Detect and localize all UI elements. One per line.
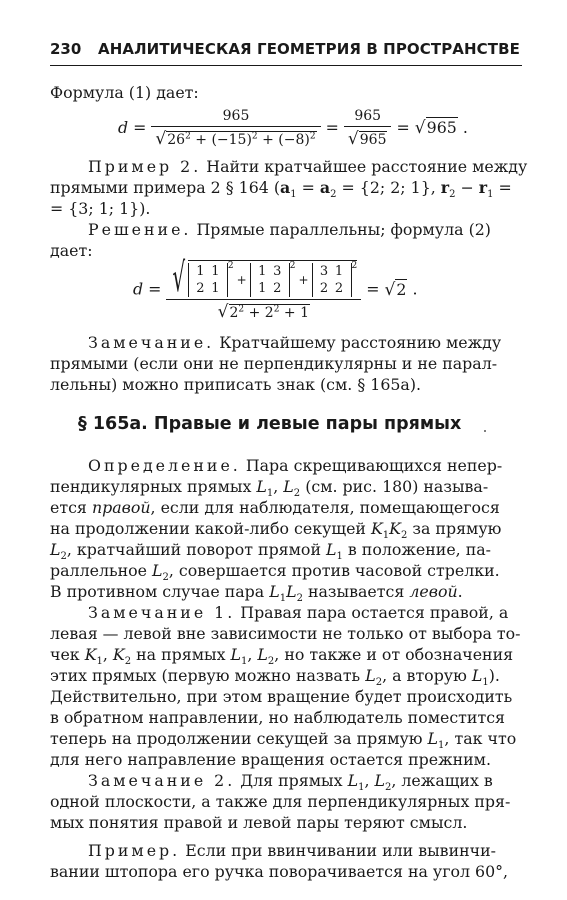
text-line: Формула (1) дает: [50, 83, 199, 102]
text-line: прямыми примера 2 § 164 ($a_1 = a_2 = \{2$; 2; 1}, $r_2 - r_1$ = [50, 178, 512, 201]
fraction: √ 1 1 2 1 $^2$+ 1 3 1 2 $^2$+ 3 1 2 2 $^2$ $√2^2 + 2^2 + 1$ [166, 258, 361, 322]
text-line: на продолжении какой-либо секущей $K_1K_2$ за прямую [50, 519, 502, 542]
text-line: теперь на продолжении секущей за прямую $L_1$, так что [50, 729, 517, 752]
section-heading: § 165а. Правые и левые пары прямых [78, 414, 462, 434]
determinant: 1 1 2 1 [188, 263, 228, 297]
running-head [50, 40, 520, 60]
determinant: 3 1 2 2 [312, 263, 352, 297]
text-line: Определение. Пара скрещивающихся непер- [88, 456, 503, 475]
fraction: $\frac{965}{√965}$ [344, 108, 392, 149]
text-line: Замечание. Кратчайшему расстоянию между [88, 333, 502, 352]
text-line: мых понятия правой и левой пары теряют смысл. [50, 813, 468, 832]
text-line: лельны) можно приписать знак (см. § 165а). [50, 375, 422, 394]
running-title: АНАЛИТИЧЕСКАЯ ГЕОМЕТРИЯ В ПРОСТРАНСТВЕ [98, 40, 520, 58]
print-speck [484, 430, 486, 432]
text-line: левая — левой вне зависимости не только от выбора то- [50, 624, 521, 643]
text-line: одной плоскости, а также для перпендикулярных пря- [50, 792, 511, 811]
text-line: пендикулярных прямых $L_1$, $L_2$ (см. рис. 180) называ- [50, 477, 489, 500]
text-line: В противном случае пара $L_1L_2$ называется левой. [50, 582, 463, 605]
text-line: этих прямых (первую можно назвать $L_2$, а вторую $L_1$). [50, 666, 500, 689]
fraction: $\frac{965}{√26^2 + (-15)^2 + (-8)^2}$ [151, 108, 320, 149]
determinant: 1 3 1 2 [250, 263, 290, 297]
page-number: 230 [50, 40, 82, 58]
text-line: = {3; 1; 1}). [50, 199, 151, 218]
text-line: для него направление вращения остается прежним. [50, 750, 491, 769]
text-line: Замечание 1. Правая пара остается правой, а [88, 603, 509, 622]
text-line: Решение. Прямые параллельны; формула (2) [88, 220, 491, 239]
formula-1: d = $\frac{965}{√26^2 + (-15)^2 + (-8)^2}$ = $\frac{965}{√965}$ = √965 . [118, 108, 468, 149]
header-rule [50, 65, 522, 66]
formula-2: d = √ 1 1 2 1 $^2$+ 1 3 1 2 $^2$+ 3 1 2 2 $^2$ $√2^2 + 2^2 + 1$ = √2 . [133, 255, 418, 322]
text-line: прямыми (если они не перпендикулярны и не парал- [50, 354, 498, 373]
text-line: раллельное $L_2$, совершается против часовой стрелки. [50, 561, 500, 584]
text-line: $L_2$, кратчайший поворот прямой $L_1$ в положение, па- [50, 540, 492, 563]
text-line: чек $K_1$, $K_2$ на прямых $L_1$, $L_2$, но также и от обозначения [50, 645, 514, 668]
text-line: в обратном направлении, но наблюдатель поместится [50, 708, 506, 727]
text-line: Пример. Если при ввинчивании или вывинчи- [88, 841, 496, 860]
text-line: Замечание 2. Для прямых $L_1$, $L_2$, лежащих в [88, 771, 493, 794]
text-line: ется правой, если для наблюдателя, помещающегося [50, 498, 500, 517]
text-line: Действительно, при этом вращение будет происходить [50, 687, 513, 706]
text-line: вании штопора его ручка поворачивается на угол 60°, [50, 862, 509, 881]
text-line: дает: [50, 241, 93, 260]
text-line: Пример 2. Найти кратчайшее расстояние между [88, 157, 528, 176]
